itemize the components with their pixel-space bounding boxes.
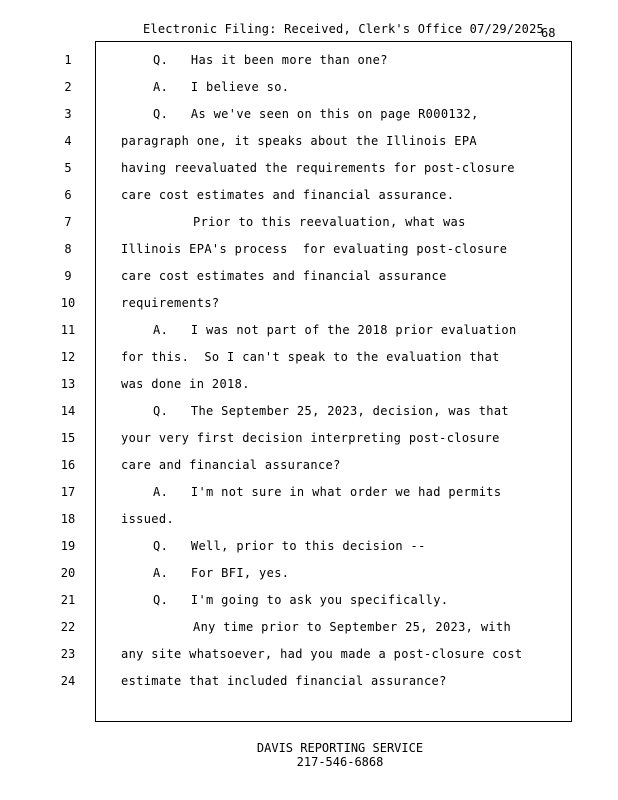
line-number: 12 <box>60 350 76 364</box>
transcript-line: issued. <box>121 512 175 526</box>
transcript-line: requirements? <box>121 296 220 310</box>
transcript-line: care and financial assurance? <box>121 458 341 472</box>
reporter-footer <box>0 741 618 769</box>
transcript-line: Illinois EPA's process for evaluating post-closure <box>121 242 508 256</box>
transcript-line: Any time prior to September 25, 2023, with <box>193 620 512 634</box>
transcript-line: Q. Has it been more than one? <box>153 53 388 67</box>
transcript-line: Q. I'm going to ask you specifically. <box>153 593 449 607</box>
line-number: 11 <box>60 323 76 337</box>
line-number: 13 <box>60 377 76 391</box>
line-number: 5 <box>64 161 72 175</box>
line-number: 9 <box>64 269 72 283</box>
line-number: 4 <box>64 134 72 148</box>
line-number: 15 <box>60 431 76 445</box>
line-number: 24 <box>60 674 76 688</box>
transcript-line: A. I'm not sure in what order we had permits <box>153 485 502 499</box>
line-number: 21 <box>60 593 76 607</box>
transcript-line: was done in 2018. <box>121 377 250 391</box>
transcript-line: estimate that included financial assurance? <box>121 674 447 688</box>
transcript-line: any site whatsoever, had you made a post-closure cost <box>121 647 523 661</box>
line-number: 8 <box>64 242 72 256</box>
reporter-company: DAVIS REPORTING SERVICE <box>256 741 424 755</box>
line-number: 22 <box>60 620 76 634</box>
line-number: 17 <box>60 485 76 499</box>
page-number: 68 <box>541 26 556 40</box>
line-number: 20 <box>60 566 76 580</box>
line-number: 14 <box>60 404 76 418</box>
transcript-line: Prior to this reevaluation, what was <box>193 215 466 229</box>
line-number: 16 <box>60 458 76 472</box>
transcript-line: Q. Well, prior to this decision -- <box>153 539 426 553</box>
transcript-line: for this. So I can't speak to the evaluation that <box>121 350 500 364</box>
line-number: 19 <box>60 539 76 553</box>
reporter-phone: 217-546-6868 <box>296 755 384 769</box>
line-number: 10 <box>60 296 76 310</box>
transcript-line: having reevaluated the requirements for post-closure <box>121 161 515 175</box>
transcript-line: Q. As we've seen on this on page R000132, <box>153 107 479 121</box>
transcript-line: your very first decision interpreting post-closure <box>121 431 500 445</box>
transcript-line: A. For BFI, yes. <box>153 566 290 580</box>
line-number: 23 <box>60 647 76 661</box>
transcript-line: care cost estimates and financial assurance. <box>121 188 455 202</box>
transcript-line: care cost estimates and financial assurance <box>121 269 447 283</box>
line-number: 18 <box>60 512 76 526</box>
transcript-line: paragraph one, it speaks about the Illinois EPA <box>121 134 478 148</box>
line-number: 2 <box>64 80 72 94</box>
transcript-line: A. I was not part of the 2018 prior evaluation <box>153 323 517 337</box>
line-number: 6 <box>64 188 72 202</box>
filing-header: Electronic Filing: Received, Clerk's Office 07/29/2025 <box>143 22 544 36</box>
transcript-line: A. I believe so. <box>153 80 290 94</box>
line-number: 3 <box>64 107 72 121</box>
line-number: 7 <box>64 215 72 229</box>
line-number: 1 <box>64 53 72 67</box>
transcript-line: Q. The September 25, 2023, decision, was that <box>153 404 510 418</box>
